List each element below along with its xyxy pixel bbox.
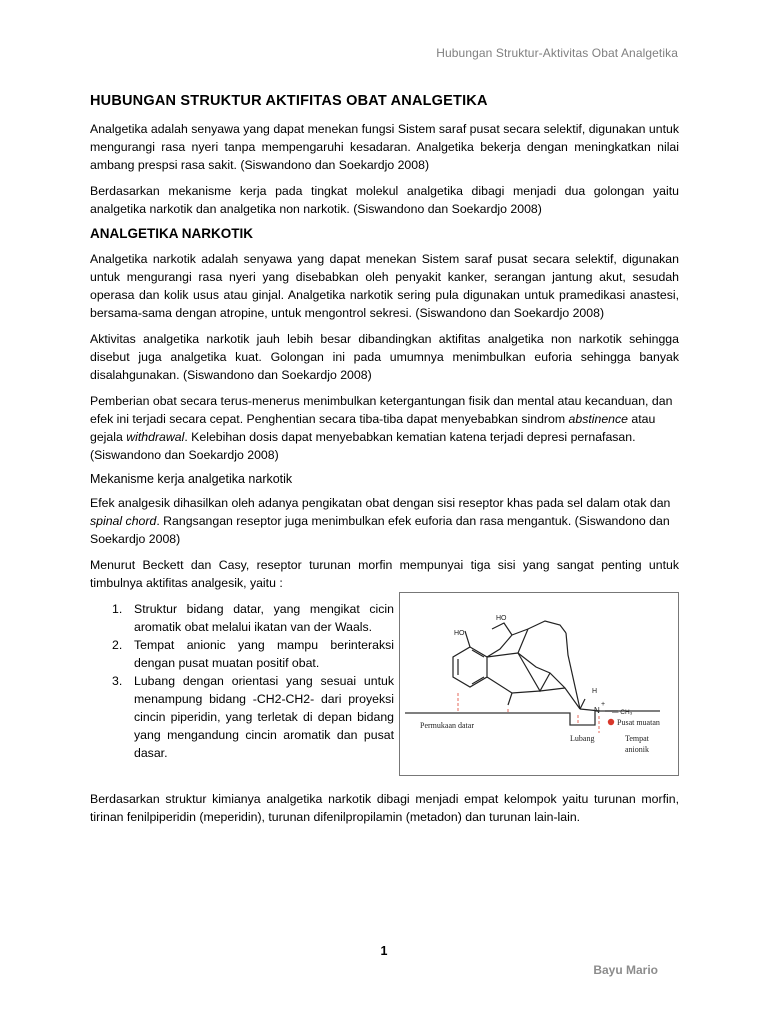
term-spinal-chord: spinal chord (90, 514, 157, 528)
morphine-structure (453, 621, 618, 711)
narkotik-paragraph-1: Analgetika narkotik adalah senyawa yang dapat menekan Sistem saraf pusat secara selektif, digunakan untuk mengurangi rasa nyeri yang disebabkan oleh penyakit kanker, serangan jantung akut, sesudah operasa dan kolik usus atau ginjal. Analgetika narkotik sering pula digunakan untuk pramedikasi anastesi, bersama-sama dengan atropine, untuk mengontrol sekresi. (Siswandono dan Soekardjo 2008) (90, 252, 679, 320)
list-item: 2. Tempat anionic yang mampu berinteraksi dengan pusat muatan positif obat. (112, 638, 394, 670)
label-h: H (592, 688, 598, 695)
receptor-diagram (399, 592, 679, 776)
anionic-site-dot (608, 719, 614, 725)
label-plus: + (601, 701, 606, 708)
footer-author: Bayu Mario (593, 963, 658, 977)
closing-paragraph: Berdasarkan struktur kimianya analgetika narkotik dibagi menjadi empat kelompok yaitu turunan morfin, tirinan fenilpiperidin (meperidin), turunan difenilpropilamin (metadon) dan turunan lain-lain. (90, 792, 679, 824)
document-body (90, 93, 679, 834)
label-anionik: anionik (625, 745, 649, 754)
label-ho-left: HO (454, 630, 465, 637)
mechanism-paragraph-1: Efek analgesik dihasilkan oleh adanya pengikatan obat dengan sisi reseptor khas pada sel dalam otak dan spinal chord. Rangsangan reseptor juga menimbulkan efek euforia dan rasa mengantuk. (Siswandono dan Soekardjo 2008) (90, 496, 671, 546)
label-tempat: Tempat (625, 734, 649, 743)
list-figure-row (90, 600, 679, 776)
running-header: Hubungan Struktur-Aktivitas Obat Analgetika (436, 46, 678, 60)
receptor-site-list (90, 600, 394, 762)
mechanism-paragraph-2: Menurut Beckett dan Casy, reseptor turunan morfin mempunyai tiga sisi yang sangat penting untuk timbulnya aktifitas analgesik, yaitu : (90, 558, 679, 590)
label-ho-top: HO (496, 615, 507, 622)
mechanism-heading: Mekanisme kerja analgetika narkotik (90, 472, 293, 486)
term-withdrawal: withdrawal (126, 430, 185, 444)
label-lubang: Lubang (570, 734, 595, 743)
term-abstinence: abstinence (568, 412, 628, 426)
page-number: 1 (380, 944, 388, 958)
label-n: N (594, 706, 600, 715)
narkotik-paragraph-3: Pemberian obat secara terus-menerus menimbulkan ketergantungan fisik dan mental atau kecanduan, dan efek ini terjadi secara cepat. Penghentian secara tiba-tiba dapat menyebabkan sindrom abstinence atau gejala withdrawal. Kelebihan dosis dapat menyebabkan kematian katena terjadi depresi pernafasan. (Siswandono dan Soekardjo 2008) (90, 394, 673, 462)
document-title: HUBUNGAN STRUKTUR AKTIFITAS OBAT ANALGETIKA (90, 93, 488, 109)
intro-paragraph-2: Berdasarkan mekanisme kerja pada tingkat molekul analgetika dibagi menjadi dua golongan yaitu analgetika narkotik dan analgetika non narkotik. (Siswandono dan Soekardjo 2008) (90, 184, 679, 216)
section-heading-narkotik: ANALGETIKA NARKOTIK (90, 226, 253, 241)
narkotik-paragraph-2: Aktivitas analgetika narkotik jauh lebih besar dibandingkan aktifitas analgetika non narkotik sehingga disebut juga analgetika kuat. Golongan ini pada umumnya menimbulkan euforia sehingga banyak disalahgunakan. (Siswandono dan Soekardjo 2008) (90, 332, 679, 382)
label-ch3: — CH₃ (612, 709, 633, 716)
intro-paragraph-1: Analgetika adalah senyawa yang dapat menekan fungsi Sistem saraf pusat secara selektif, digunakan untuk mengurangi rasa nyeri tanpa mempengaruhi kesadaran. Analgetika bekerja dengan meningkatkan nilai ambang prespsi rasa sakit. (Siswandono dan Soekardjo 2008) (90, 122, 679, 172)
label-permukaan-datar: Permukaan datar (420, 721, 474, 730)
list-item: 3. Lubang dengan orientasi yang sesuai untuk menampung bidang -CH2-CH2- dari proyeksi cincin piperidin, yang terletak di depan bidang yang mengandung cincin aromatik dan pusat dasar. (112, 674, 394, 760)
label-pusat-muatan: Pusat muatan (617, 718, 660, 727)
list-item: 1. Struktur bidang datar, yang mengikat cicin aromatik obat melalui ikatan van der Waals. (112, 602, 394, 634)
